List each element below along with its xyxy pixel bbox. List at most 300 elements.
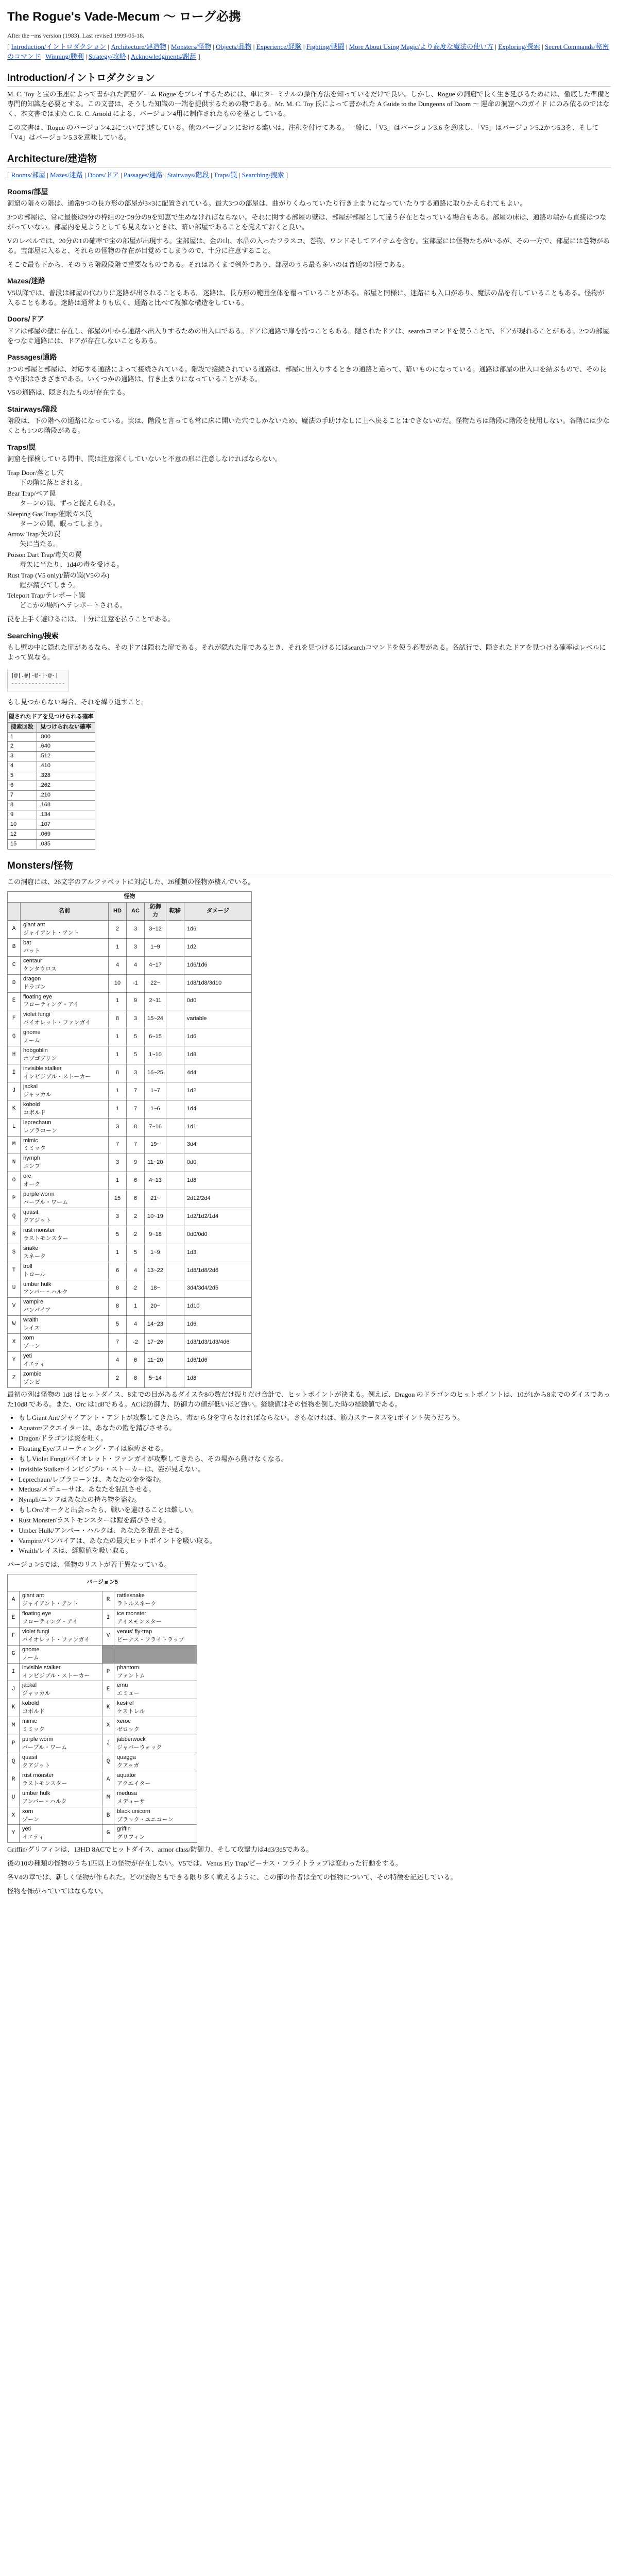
monster-hd: 8	[109, 1010, 127, 1028]
monster-name	[21, 1136, 109, 1154]
monster-note: • Rust Monster/ラストモンスターは鎧を錆びさせる。	[19, 1516, 611, 1526]
monster-ac: 9	[127, 992, 145, 1010]
monster-name-jp: イエティ	[23, 1361, 45, 1367]
monster-damage: 1d3	[184, 1244, 251, 1262]
table-row	[8, 1771, 197, 1789]
monster-name	[21, 1118, 109, 1136]
monster-name-jp: ジャイアント・アント	[23, 929, 79, 936]
table-row	[8, 1154, 252, 1172]
monster-hd: 8	[109, 1064, 127, 1082]
version-name-jp: インビジブル・ストーカー	[22, 1672, 90, 1679]
version-name-en: kestrel	[117, 1700, 134, 1707]
version-glyph: M	[102, 1789, 114, 1807]
monster-name-en: floating eye	[23, 993, 53, 1000]
monster-ac: 9	[127, 1154, 145, 1172]
monster-xp	[166, 1298, 184, 1316]
table-caption: 隠されたドアを見つけられる確率	[8, 711, 95, 722]
version-name-jp: ゼロック	[117, 1726, 140, 1733]
monster-xp	[166, 1010, 184, 1028]
version-name	[114, 1807, 197, 1825]
trap-name: Arrow Trap/矢の罠	[7, 530, 61, 538]
version-name-jp: アクエイター	[117, 1780, 151, 1787]
monster-def: 3~12	[145, 921, 166, 939]
monster-def: 14~23	[145, 1316, 166, 1334]
table-row	[8, 1699, 197, 1717]
version-name	[20, 1735, 102, 1753]
monster-name-en: zombie	[23, 1370, 42, 1377]
monster-ac: 6	[127, 1172, 145, 1190]
monster-name-en: jackal	[23, 1083, 38, 1090]
search-count-cell: 1	[8, 732, 37, 742]
monster-xp	[166, 1100, 184, 1118]
monster-damage: 1d3/1d3/1d3/4d6	[184, 1334, 251, 1352]
monster-name	[21, 1280, 109, 1298]
version-name-jp: クアッガ	[117, 1762, 140, 1769]
monster-hd: 3	[109, 1154, 127, 1172]
table-row	[8, 1190, 252, 1208]
monster-ac: -1	[127, 974, 145, 992]
monster-def: 1~9	[145, 1244, 166, 1262]
version-name-en: floating eye	[22, 1610, 52, 1617]
version-glyph: A	[102, 1771, 114, 1789]
monster-name	[21, 1244, 109, 1262]
stairways-paragraph: 階段は、下の階への通路になっている。実は、階段と言っても常に床に開いた穴でしかないため、魔法の手助けなしに上へ戻ることはできないのだ。怪物たちは階段に階段を使用しない。各階には少なくとも1つの階段がある。	[7, 417, 610, 435]
monster-glyph: P	[8, 1190, 21, 1208]
nav-link[interactable]: More About Using Magic/より高度な魔法の使い方	[349, 43, 494, 51]
monster-name	[21, 956, 109, 974]
search-count-cell: 15	[8, 839, 37, 849]
monster-name-jp: ラストモンスター	[23, 1235, 68, 1242]
monster-note: • Medusa/メデューサは、あなたを混乱させる。	[19, 1485, 611, 1495]
monster-name-jp: レイス	[23, 1325, 40, 1332]
monster-name	[21, 1334, 109, 1352]
version-glyph: B	[102, 1807, 114, 1825]
version-name	[114, 1825, 197, 1843]
table-row	[8, 1807, 197, 1825]
probability-cell: .069	[37, 829, 95, 839]
column-header: 名前	[21, 903, 109, 921]
monster-name-jp: バンパイア	[23, 1307, 51, 1314]
version-name	[20, 1807, 102, 1825]
monster-glyph: G	[8, 1028, 21, 1046]
version-glyph: R	[102, 1591, 114, 1609]
probability-cell: .134	[37, 810, 95, 820]
search-count-cell: 5	[8, 771, 37, 781]
version-name-en: mimic	[22, 1718, 37, 1725]
monster-note: • Wraith/レイスは、経験値を吸い取る。	[19, 1546, 611, 1556]
probability-cell: .262	[37, 781, 95, 791]
monster-ac: 3	[127, 1064, 145, 1082]
monster-damage: 1d6/1d6	[184, 956, 251, 974]
monster-hd: 8	[109, 1298, 127, 1316]
nav-link[interactable]: Architecture/建造物	[111, 43, 166, 51]
column-header: 見つけられない確率	[37, 722, 95, 732]
version-glyph: Y	[8, 1825, 20, 1843]
monster-name-en: purple worm	[23, 1191, 55, 1198]
monster-name-jp: ホブゴブリン	[23, 1056, 57, 1062]
monster-hd: 4	[109, 956, 127, 974]
version-name-en: rust monster	[22, 1772, 54, 1778]
subnav-link[interactable]: Doors/ドア	[87, 171, 119, 179]
table-row	[8, 1118, 252, 1136]
table-row	[8, 992, 252, 1010]
monster-table	[7, 891, 252, 1388]
version-name-en: yeti	[22, 1826, 31, 1833]
monster-def: 21~	[145, 1190, 166, 1208]
monster-ac: 7	[127, 1100, 145, 1118]
table-row	[8, 1136, 252, 1154]
version-name	[114, 1609, 197, 1627]
column-header: 転移	[166, 903, 184, 921]
monster-name-jp: ニンフ	[23, 1163, 40, 1170]
monster-def: 15~24	[145, 1010, 166, 1028]
column-header: 防御力	[145, 903, 166, 921]
monster-name	[21, 921, 109, 939]
monster-name	[21, 1154, 109, 1172]
version-name-en: xeroc	[117, 1718, 131, 1725]
monster-def: 10~19	[145, 1208, 166, 1226]
version-name-jp: ファントム	[117, 1672, 145, 1679]
monster-name-en: vampire	[23, 1299, 44, 1306]
search-count-cell: 2	[8, 742, 37, 752]
monster-name-en: yeti	[23, 1353, 32, 1359]
version-name	[20, 1753, 102, 1771]
monster-damage: 1d2	[184, 938, 251, 956]
version-name-jp: ゾーン	[22, 1816, 39, 1823]
monster-glyph: R	[8, 1226, 21, 1244]
monster-def: 9~18	[145, 1226, 166, 1244]
monster-damage: 2d12/2d4	[184, 1190, 251, 1208]
search-count-cell: 12	[8, 829, 37, 839]
probability-cell: .328	[37, 771, 95, 781]
monster-name-en: mimic	[23, 1137, 38, 1144]
version-name-en: gnome	[22, 1646, 40, 1653]
monster-ac: 2	[127, 1208, 145, 1226]
table-row	[8, 1735, 197, 1753]
monster-name	[21, 1369, 109, 1387]
version-glyph: X	[8, 1807, 20, 1825]
monster-name-en: xorn	[23, 1335, 35, 1342]
monster-note: • Leprechaun/レプラコーンは、あなたの金を盗む。	[19, 1475, 611, 1485]
monster-name-jp: オーク	[23, 1181, 40, 1188]
version-name-en: giant ant	[22, 1592, 44, 1599]
monster-name-jp: クアジット	[23, 1217, 52, 1224]
nav-link[interactable]: Introduction/イントロダクション	[11, 43, 107, 51]
version-glyph: E	[8, 1609, 20, 1627]
nav-link[interactable]: Experience/経験	[256, 43, 302, 51]
version-name	[114, 1591, 197, 1609]
arch-heading: Architecture/建造物	[7, 152, 611, 168]
monsters-end-paragraph: Griffin/グリフィンは、13HD 8ACでヒットダイス、armor class/防御力、そして攻撃力は4d3/3d5である。	[7, 1845, 313, 1854]
monster-name-en: dragon	[23, 975, 41, 982]
rooms-paragraph: 洞窟の階々の階は、通常9つの長方形の部屋が3×3に配置されている。最大3つの部屋は、曲がりくねっていたり行き止まりになっていたりする通路に取りかえられてもよい。	[7, 199, 527, 208]
table-row	[8, 1753, 197, 1771]
monster-ac: 2	[127, 1226, 145, 1244]
version-name-jp: アンバー・ハルク	[22, 1798, 67, 1805]
monster-ac: 3	[127, 921, 145, 939]
monster-name-jp: バイオレット・ファンガイ	[23, 1020, 91, 1026]
version-glyph: Q	[102, 1753, 114, 1771]
monster-name-en: snake	[23, 1245, 39, 1251]
version-glyph: M	[8, 1717, 20, 1735]
search-count-cell: 8	[8, 801, 37, 810]
version-name-jp: ノーム	[22, 1654, 39, 1661]
monster-hd: 7	[109, 1334, 127, 1352]
version-name-en: black unicorn	[117, 1808, 150, 1815]
monster-damage: 1d8/1d8/2d6	[184, 1262, 251, 1280]
searching-paragraph: もし壁の中に隠れた扉があるなら、そのドアは隠れた扉である。それが隠れた扉であるとき、それを見つけるにはsearchコマンドを使う必要がある。各試行で、隠されたドアを見つける確率はレベルによって異なる。	[7, 643, 606, 662]
version-name-en: violet fungi	[22, 1628, 49, 1635]
monster-name	[21, 1298, 109, 1316]
version-name-en: griffin	[117, 1826, 131, 1833]
search-count-cell: 6	[8, 781, 37, 791]
monster-glyph: K	[8, 1100, 21, 1118]
monster-xp	[166, 921, 184, 939]
monster-glyph: J	[8, 1082, 21, 1100]
version-name	[114, 1663, 197, 1681]
monster-name	[21, 1046, 109, 1064]
monster-glyph: M	[8, 1136, 21, 1154]
monster-glyph: U	[8, 1280, 21, 1298]
monsters-after-paragraph: 最初の列は怪物の 1d8 はヒットダイス、8までの目があるダイスを8の数だけ振りだけ合計で、ヒットポイントが決まる。例えば、Dragon のドラゴンのヒットポイントは、10が1から8までのダイスであった10d8 である。また、Orc は1d8である。ACは防御力、防御力の値が低いほど強い。経験値はその怪物を倒した時の経験値である。	[7, 1390, 610, 1408]
monster-def: 16~25	[145, 1064, 166, 1082]
monster-damage: 1d6/1d6	[184, 1352, 251, 1370]
table-row	[8, 1010, 252, 1028]
probability-cell: .210	[37, 791, 95, 801]
monster-def: 2~11	[145, 992, 166, 1010]
version-glyph: G	[102, 1825, 114, 1843]
trap-desc: どこかの場所へテレポートされる。	[20, 601, 127, 609]
monster-name	[21, 1316, 109, 1334]
monster-name-en: gnome	[23, 1029, 41, 1036]
version-name	[20, 1699, 102, 1717]
version-name	[114, 1753, 197, 1771]
version-name-en: phantom	[117, 1664, 139, 1671]
monster-damage: 3d4/3d4/2d5	[184, 1280, 251, 1298]
monster-glyph: Z	[8, 1369, 21, 1387]
monster-ac: 5	[127, 1244, 145, 1262]
top-nav: [ Introduction/イントロダクション | Architecture/建造物 | Monsters/怪物 | Objects/品物 | Experience/経験 | Fighting/戦闘 | More About Using Magic/より高度な魔法の使い方 | Exploring/探索 | Secret Commands/秘密のコマンド | Winning/勝利 | Strategy/攻略 | Acknowledgments/謝辞 ]	[7, 43, 609, 61]
searching-paragraph: もし見つからない場合、それを繰り返すこと。	[7, 698, 148, 706]
probability-cell: .800	[37, 732, 95, 742]
version-name	[20, 1771, 102, 1789]
version-name-en: rattlesnake	[117, 1592, 145, 1599]
table-row	[8, 1645, 197, 1663]
nav-link[interactable]: Strategy/攻略	[88, 53, 126, 61]
table-caption: 怪物	[8, 892, 252, 903]
version-glyph: J	[8, 1681, 20, 1699]
subnav-link[interactable]: Mazes/迷路	[50, 171, 83, 179]
monster-note: • Aquator/アクエイターは、あなたの鎧を錆びさせる。	[19, 1423, 611, 1433]
nav-link[interactable]: Acknowledgments/謝辞	[130, 53, 196, 61]
monster-name-jp: インビジブル・ストーカー	[23, 1073, 91, 1080]
table-row	[8, 1352, 252, 1370]
table-row	[8, 781, 95, 791]
subnav-link[interactable]: Traps/罠	[213, 171, 237, 179]
monster-glyph: H	[8, 1046, 21, 1064]
subnav-link[interactable]: Searching/捜索	[242, 171, 284, 179]
table-row	[8, 974, 252, 992]
monster-name	[21, 1064, 109, 1082]
version-glyph: X	[102, 1717, 114, 1735]
monster-note: • Nymph/ニンフはあなたの持ち物を盗む。	[19, 1495, 611, 1505]
version-name	[20, 1609, 102, 1627]
monster-name	[21, 1010, 109, 1028]
monster-damage: 0d0	[184, 1154, 251, 1172]
monster-ac: 4	[127, 1262, 145, 1280]
trap-name: Sleeping Gas Trap/催眠ガス罠	[7, 510, 92, 518]
trap-name: Teleport Trap/テレポート罠	[7, 591, 85, 600]
monster-name	[21, 1082, 109, 1100]
monster-note: • Umber Hulk/アンバー・ハルクは、あなたを混乱させる。	[19, 1526, 611, 1536]
table-row	[8, 1663, 197, 1681]
monster-hd: 8	[109, 1280, 127, 1298]
nav-link[interactable]: Winning/勝利	[45, 53, 84, 61]
monster-xp	[166, 1046, 184, 1064]
probability-cell: .512	[37, 752, 95, 761]
search-count-cell: 4	[8, 761, 37, 771]
monster-xp	[166, 1334, 184, 1352]
table-caption: バージョン5	[8, 1574, 197, 1591]
table-row	[8, 810, 95, 820]
monster-damage: 1d8	[184, 1172, 251, 1190]
monster-ac: 5	[127, 1028, 145, 1046]
monster-glyph: V	[8, 1298, 21, 1316]
monster-glyph: Q	[8, 1208, 21, 1226]
stairways-heading: Stairways/階段	[7, 405, 58, 414]
monster-damage: 0d0	[184, 992, 251, 1010]
version-name-en: jabberwock	[117, 1736, 146, 1743]
monster-damage: 1d1	[184, 1118, 251, 1136]
monster-hd: 2	[109, 921, 127, 939]
table-row	[8, 752, 95, 761]
version-name-jp: ラストモンスター	[22, 1780, 67, 1787]
monster-name-en: invisible stalker	[23, 1065, 62, 1072]
searching-heading: Searching/捜索	[7, 631, 59, 640]
monster-glyph: Y	[8, 1352, 21, 1370]
version-name-jp: バイオレット・ファンガイ	[22, 1636, 90, 1643]
version-glyph: F	[8, 1627, 20, 1645]
monster-hd: 2	[109, 1369, 127, 1387]
version-glyph: A	[8, 1591, 20, 1609]
monster-damage: 1d8	[184, 1046, 251, 1064]
table-row	[8, 1262, 252, 1280]
subnav-link[interactable]: Passages/通路	[123, 171, 163, 179]
trap-name: Trap Door/落とし穴	[7, 469, 64, 477]
monster-def: 4~17	[145, 956, 166, 974]
version-glyph: E	[102, 1681, 114, 1699]
version-glyph: J	[102, 1735, 114, 1753]
monster-damage: 1d2	[184, 1082, 251, 1100]
trap-desc: ターンの間、眠ってしまう。	[20, 519, 107, 528]
version-name	[20, 1627, 102, 1645]
monster-ac: 4	[127, 1316, 145, 1334]
monsters-end-paragraph: 怪物を怖がっていてはならない。	[7, 1887, 108, 1895]
monster-ac: 6	[127, 1352, 145, 1370]
monster-hd: 7	[109, 1136, 127, 1154]
monster-name	[21, 1226, 109, 1244]
version-glyph: I	[102, 1609, 114, 1627]
monster-glyph: I	[8, 1064, 21, 1082]
monster-name-en: quasit	[23, 1209, 39, 1215]
monster-ac: 7	[127, 1082, 145, 1100]
subnav-link[interactable]: Stairways/階段	[167, 171, 209, 179]
table-row	[8, 801, 95, 810]
version-name	[20, 1717, 102, 1735]
monsters-intro: この洞窟には、26文字のアルファベットに対応した、26種類の怪物が棲んでいる。	[7, 878, 255, 886]
monster-name-en: troll	[23, 1263, 32, 1269]
intro-paragraph: M. C. Toy と宝の玉座によって書かれた洞窟ゲーム Rogue をプレイするためには、単にターミナルの操作方法を知っているだけで良い。しかし、Rogue の洞窟で長く生き延びるためには、徹底した準備と専門的知識を必要とする。この文書は、そうした知識の一端を提供するための物である。Mr. M. C. Toy 氏によって書かれた A Guide to the Dungeons of Doom 〜 運命の洞窟へのガイド にのみ依るのではなく、本文書ではまた C. R. C. Arnold による、バージョン4用に制作されたものを基としている。	[7, 90, 611, 118]
table-row	[8, 742, 95, 752]
monster-name-jp: ゾーン	[23, 1343, 40, 1350]
nav-link[interactable]: Monsters/怪物	[171, 43, 212, 51]
monster-name-en: rust monster	[23, 1227, 55, 1233]
subnav-link[interactable]: Rooms/部屋	[11, 171, 46, 179]
version-name	[114, 1789, 197, 1807]
nav-link[interactable]: Secret Commands/秘密のコマンド	[7, 43, 609, 61]
table-row	[8, 938, 252, 956]
monster-name-jp: コボルド	[23, 1109, 46, 1116]
table-row	[8, 1609, 197, 1627]
version-glyph: Q	[8, 1753, 20, 1771]
monster-name	[21, 1190, 109, 1208]
monster-name	[21, 992, 109, 1010]
search-count-cell: 10	[8, 820, 37, 829]
version-name-jp: エミュー	[117, 1690, 140, 1697]
monster-notes-list	[7, 1413, 611, 1556]
monster-glyph: F	[8, 1010, 21, 1028]
table-row	[8, 1717, 197, 1735]
nav-link[interactable]: Fighting/戦闘	[306, 43, 345, 51]
subtitle: After the ~ms version (1983). Last revised 1999-05-18.	[7, 31, 145, 39]
monster-ac: 3	[127, 1010, 145, 1028]
monster-name-en: giant ant	[23, 922, 45, 928]
traps-heading: Traps/罠	[7, 443, 36, 452]
nav-link[interactable]: Exploring/探索	[498, 43, 540, 51]
trap-desc: 矢に当たる。	[20, 540, 60, 548]
monster-def: 13~22	[145, 1262, 166, 1280]
version-glyph: U	[8, 1789, 20, 1807]
monster-xp	[166, 1082, 184, 1100]
table-row	[8, 732, 95, 742]
monster-note: • Vampire/バンパイアは、あなたの最大ヒットポイントを吸い取る。	[19, 1536, 611, 1546]
monster-def: 11~20	[145, 1154, 166, 1172]
version-name	[20, 1591, 102, 1609]
monster-def: 11~20	[145, 1352, 166, 1370]
monster-def: 5~14	[145, 1369, 166, 1387]
monster-hd: 1	[109, 938, 127, 956]
monster-xp	[166, 1226, 184, 1244]
monster-xp	[166, 1369, 184, 1387]
monster-ac: 5	[127, 1046, 145, 1064]
monsters-heading: Monsters/怪物	[7, 859, 611, 875]
passages-heading: Passages/通路	[7, 353, 57, 362]
version-glyph: V	[102, 1627, 114, 1645]
version-name-en: medusa	[117, 1790, 138, 1797]
version-name-jp: グリフィン	[117, 1834, 145, 1841]
monster-name	[21, 1028, 109, 1046]
table-row	[8, 1369, 252, 1387]
table-row	[8, 1316, 252, 1334]
monster-xp	[166, 1262, 184, 1280]
column-header: AC	[127, 903, 145, 921]
nav-link[interactable]: Objects/品物	[216, 43, 252, 51]
monster-ac: 3	[127, 938, 145, 956]
version-name-en: jackal	[22, 1682, 37, 1689]
version-name	[114, 1735, 197, 1753]
monster-def: 17~26	[145, 1334, 166, 1352]
monster-name-jp: ゾンビ	[23, 1379, 40, 1385]
